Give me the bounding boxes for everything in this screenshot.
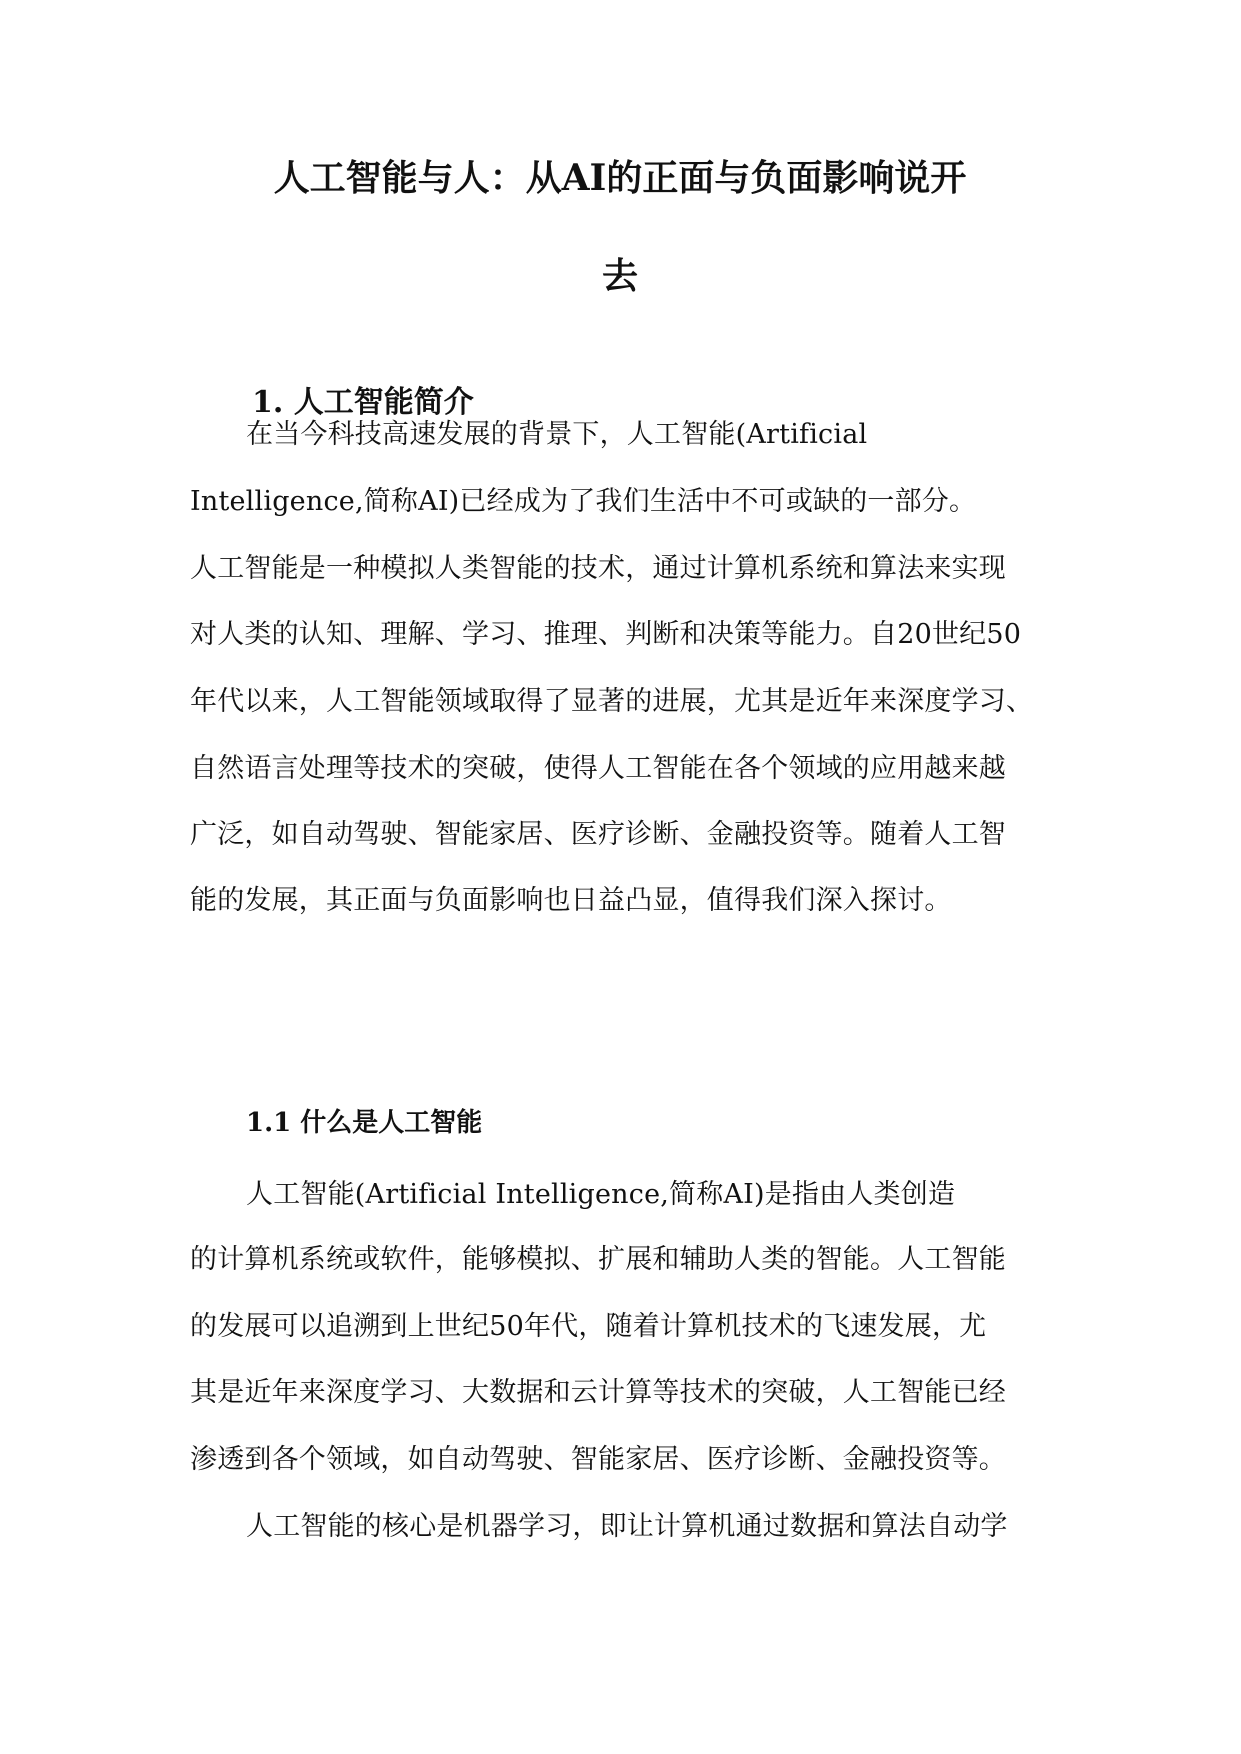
paragraph-line: 广泛，如自动驾驶、智能家居、医疗诊断、金融投资等。随着人工智 xyxy=(190,819,1006,850)
paragraph-line: 人工智能(Artificial Intelligence,简称AI)是指由人类创造 xyxy=(246,1179,956,1210)
paragraph-line: 能的发展，其正面与负面影响也日益凸显，值得我们深入探讨。 xyxy=(190,885,952,916)
paragraph-line: 在当今科技高速发展的背景下，人工智能(Artificial xyxy=(246,419,868,450)
paragraph-line: 其是近年来深度学习、大数据和云计算等技术的突破，人工智能已经 xyxy=(190,1377,1006,1408)
paragraph-line: 渗透到各个领域，如自动驾驶、智能家居、医疗诊断、金融投资等。 xyxy=(190,1444,1006,1475)
section-heading-1-1: 1.1 什么是人工智能 xyxy=(246,1108,483,1138)
paragraph-line: 年代以来，人工智能领域取得了显著的进展，尤其是近年来深度学习、 xyxy=(190,686,1034,717)
document-title-line-2: 去 xyxy=(601,255,638,297)
section-heading-1: 1. 人工智能简介 xyxy=(252,385,474,420)
paragraph-line: 的发展可以追溯到上世纪50年代，随着计算机技术的飞速发展，尤 xyxy=(190,1311,987,1342)
paragraph-line: 自然语言处理等技术的突破，使得人工智能在各个领域的应用越来越 xyxy=(190,753,1006,784)
paragraph-line: 对人类的认知、理解、学习、推理、判断和决策等能力。自20世纪50 xyxy=(190,619,1022,650)
paragraph-line: 的计算机系统或软件，能够模拟、扩展和辅助人类的智能。人工智能 xyxy=(190,1244,1006,1275)
paragraph-line: 人工智能的核心是机器学习，即让计算机通过数据和算法自动学 xyxy=(246,1511,1008,1542)
paragraph-line: Intelligence,简称AI)已经成为了我们生活中不可或缺的一部分。 xyxy=(190,486,977,517)
paragraph-line: 人工智能是一种模拟人类智能的技术，通过计算机系统和算法来实现 xyxy=(190,553,1006,584)
document-title-line-1: 人工智能与人：从AI的正面与负面影响说开 xyxy=(273,157,967,199)
